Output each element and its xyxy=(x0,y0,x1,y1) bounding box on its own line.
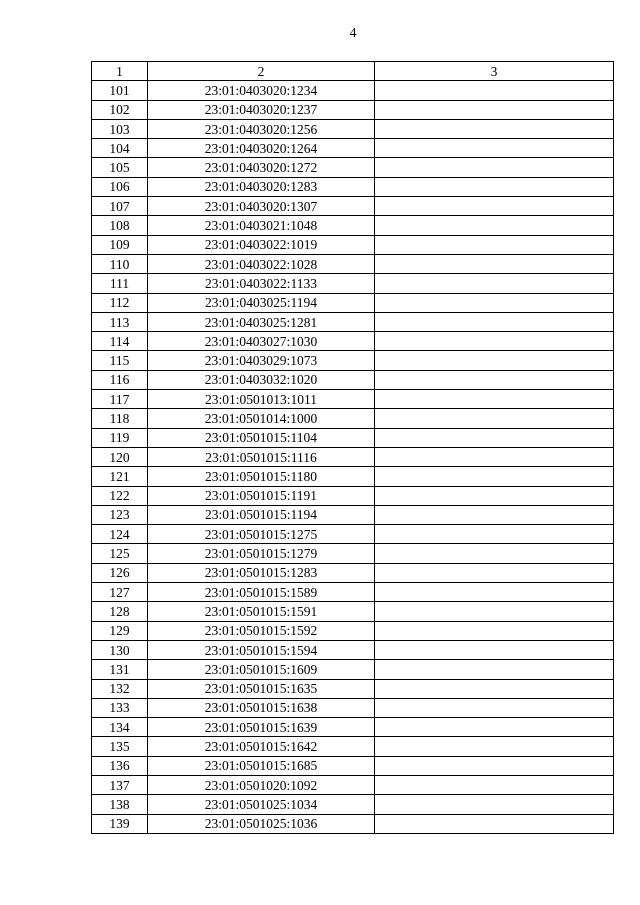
table-row xyxy=(92,81,614,100)
row-number-cell: 121 xyxy=(92,467,148,486)
column-3-cell xyxy=(375,428,614,447)
table-row xyxy=(92,177,614,196)
table-header-row xyxy=(92,62,614,81)
cadastral-number-cell: 23:01:0501015:1638 xyxy=(148,698,375,717)
row-number-cell: 116 xyxy=(92,370,148,389)
row-number-cell: 136 xyxy=(92,756,148,775)
column-3-cell xyxy=(375,679,614,698)
column-header-1: 1 xyxy=(92,62,148,81)
column-3-cell xyxy=(375,177,614,196)
column-header-3: 3 xyxy=(375,62,614,81)
cadastral-number-cell: 23:01:0501015:1191 xyxy=(148,486,375,505)
table-row xyxy=(92,583,614,602)
row-number-cell: 104 xyxy=(92,139,148,158)
table-body xyxy=(92,62,614,834)
column-3-cell xyxy=(375,370,614,389)
column-3-cell xyxy=(375,544,614,563)
cadastral-number-cell: 23:01:0403025:1281 xyxy=(148,312,375,331)
row-number-cell: 102 xyxy=(92,100,148,119)
cadastral-number-cell: 23:01:0501015:1594 xyxy=(148,640,375,659)
row-number-cell: 130 xyxy=(92,640,148,659)
column-3-cell xyxy=(375,235,614,254)
row-number-cell: 129 xyxy=(92,621,148,640)
cadastral-number-cell: 23:01:0501015:1609 xyxy=(148,660,375,679)
row-number-cell: 128 xyxy=(92,602,148,621)
page-number: 4 xyxy=(349,26,357,41)
table-row xyxy=(92,621,614,640)
table-row xyxy=(92,216,614,235)
row-number-cell: 112 xyxy=(92,293,148,312)
table-row xyxy=(92,370,614,389)
row-number-cell: 122 xyxy=(92,486,148,505)
cadastral-number-cell: 23:01:0501015:1592 xyxy=(148,621,375,640)
column-3-cell xyxy=(375,100,614,119)
column-3-cell xyxy=(375,505,614,524)
cadastral-number-cell: 23:01:0403020:1264 xyxy=(148,139,375,158)
cadastral-number-cell: 23:01:0403020:1256 xyxy=(148,119,375,138)
row-number-cell: 118 xyxy=(92,409,148,428)
row-number-cell: 111 xyxy=(92,274,148,293)
column-3-cell xyxy=(375,795,614,814)
row-number-cell: 108 xyxy=(92,216,148,235)
cadastral-number-cell: 23:01:0501015:1104 xyxy=(148,428,375,447)
row-number-cell: 115 xyxy=(92,351,148,370)
table-row xyxy=(92,737,614,756)
cadastral-number-cell: 23:01:0403029:1073 xyxy=(148,351,375,370)
table-row xyxy=(92,274,614,293)
cadastral-number-cell: 23:01:0403032:1020 xyxy=(148,370,375,389)
cadastral-number-cell: 23:01:0403022:1133 xyxy=(148,274,375,293)
cadastral-number-cell: 23:01:0501015:1639 xyxy=(148,718,375,737)
cadastral-number-cell: 23:01:0501013:1011 xyxy=(148,390,375,409)
cadastral-number-cell: 23:01:0403020:1237 xyxy=(148,100,375,119)
row-number-cell: 114 xyxy=(92,332,148,351)
cadastral-number-cell: 23:01:0501015:1194 xyxy=(148,505,375,524)
table-row xyxy=(92,351,614,370)
table-row xyxy=(92,158,614,177)
column-3-cell xyxy=(375,119,614,138)
table-row xyxy=(92,795,614,814)
column-3-cell xyxy=(375,216,614,235)
cadastral-number-cell: 23:01:0403022:1019 xyxy=(148,235,375,254)
table-row xyxy=(92,544,614,563)
cadastral-number-cell: 23:01:0501014:1000 xyxy=(148,409,375,428)
row-number-cell: 123 xyxy=(92,505,148,524)
cadastral-number-cell: 23:01:0501015:1279 xyxy=(148,544,375,563)
cadastral-number-cell: 23:01:0501015:1180 xyxy=(148,467,375,486)
column-3-cell xyxy=(375,814,614,833)
cadastral-number-cell: 23:01:0403027:1030 xyxy=(148,332,375,351)
column-3-cell xyxy=(375,737,614,756)
cadastral-number-cell: 23:01:0501015:1685 xyxy=(148,756,375,775)
table-row xyxy=(92,235,614,254)
cadastral-number-cell: 23:01:0403020:1283 xyxy=(148,177,375,196)
column-3-cell xyxy=(375,293,614,312)
table-row xyxy=(92,119,614,138)
row-number-cell: 107 xyxy=(92,197,148,216)
cadastral-number-cell: 23:01:0501015:1283 xyxy=(148,563,375,582)
column-3-cell xyxy=(375,390,614,409)
column-3-cell xyxy=(375,621,614,640)
column-3-cell xyxy=(375,698,614,717)
table-row xyxy=(92,660,614,679)
row-number-cell: 117 xyxy=(92,390,148,409)
table-row xyxy=(92,525,614,544)
column-3-cell xyxy=(375,775,614,794)
column-3-cell xyxy=(375,563,614,582)
row-number-cell: 139 xyxy=(92,814,148,833)
column-3-cell xyxy=(375,756,614,775)
row-number-cell: 101 xyxy=(92,81,148,100)
column-3-cell xyxy=(375,351,614,370)
row-number-cell: 103 xyxy=(92,119,148,138)
row-number-cell: 124 xyxy=(92,525,148,544)
column-3-cell xyxy=(375,525,614,544)
cadastral-number-cell: 23:01:0403022:1028 xyxy=(148,254,375,273)
row-number-cell: 120 xyxy=(92,447,148,466)
cadastral-number-cell: 23:01:0403021:1048 xyxy=(148,216,375,235)
row-number-cell: 113 xyxy=(92,312,148,331)
cadastral-number-cell: 23:01:0501025:1034 xyxy=(148,795,375,814)
table-row xyxy=(92,698,614,717)
column-3-cell xyxy=(375,254,614,273)
table-row xyxy=(92,312,614,331)
column-3-cell xyxy=(375,409,614,428)
table-row xyxy=(92,467,614,486)
column-header-2: 2 xyxy=(148,62,375,81)
cadastral-number-cell: 23:01:0501015:1642 xyxy=(148,737,375,756)
table-row xyxy=(92,197,614,216)
column-3-cell xyxy=(375,312,614,331)
column-3-cell xyxy=(375,718,614,737)
row-number-cell: 131 xyxy=(92,660,148,679)
column-3-cell xyxy=(375,486,614,505)
column-3-cell xyxy=(375,332,614,351)
row-number-cell: 134 xyxy=(92,718,148,737)
cadastral-number-cell: 23:01:0501025:1036 xyxy=(148,814,375,833)
row-number-cell: 105 xyxy=(92,158,148,177)
table-row xyxy=(92,756,614,775)
row-number-cell: 137 xyxy=(92,775,148,794)
column-3-cell xyxy=(375,274,614,293)
cadastral-number-cell: 23:01:0501020:1092 xyxy=(148,775,375,794)
cadastral-number-cell: 23:01:0501015:1591 xyxy=(148,602,375,621)
row-number-cell: 132 xyxy=(92,679,148,698)
cadastral-number-cell: 23:01:0403025:1194 xyxy=(148,293,375,312)
table-row xyxy=(92,718,614,737)
table-row xyxy=(92,775,614,794)
table-row xyxy=(92,293,614,312)
table-row xyxy=(92,486,614,505)
table-row xyxy=(92,139,614,158)
cadastral-number-cell: 23:01:0403020:1234 xyxy=(148,81,375,100)
column-3-cell xyxy=(375,660,614,679)
column-3-cell xyxy=(375,139,614,158)
cadastral-number-cell: 23:01:0501015:1275 xyxy=(148,525,375,544)
cadastral-number-cell: 23:01:0501015:1589 xyxy=(148,583,375,602)
table-row xyxy=(92,409,614,428)
cadastral-number-cell: 23:01:0501015:1635 xyxy=(148,679,375,698)
table-row xyxy=(92,332,614,351)
column-3-cell xyxy=(375,640,614,659)
table-row xyxy=(92,447,614,466)
table-row xyxy=(92,679,614,698)
column-3-cell xyxy=(375,158,614,177)
row-number-cell: 135 xyxy=(92,737,148,756)
column-3-cell xyxy=(375,81,614,100)
cadastral-numbers-table xyxy=(91,61,614,834)
row-number-cell: 110 xyxy=(92,254,148,273)
column-3-cell xyxy=(375,467,614,486)
column-3-cell xyxy=(375,583,614,602)
table-row xyxy=(92,563,614,582)
row-number-cell: 126 xyxy=(92,563,148,582)
row-number-cell: 109 xyxy=(92,235,148,254)
column-3-cell xyxy=(375,602,614,621)
row-number-cell: 138 xyxy=(92,795,148,814)
table-row xyxy=(92,602,614,621)
table-row xyxy=(92,254,614,273)
table-row xyxy=(92,640,614,659)
table-row xyxy=(92,428,614,447)
cadastral-number-cell: 23:01:0403020:1307 xyxy=(148,197,375,216)
cadastral-number-cell: 23:01:0501015:1116 xyxy=(148,447,375,466)
row-number-cell: 106 xyxy=(92,177,148,196)
table-row xyxy=(92,814,614,833)
column-3-cell xyxy=(375,197,614,216)
row-number-cell: 119 xyxy=(92,428,148,447)
table-row xyxy=(92,390,614,409)
table-row xyxy=(92,505,614,524)
cadastral-number-cell: 23:01:0403020:1272 xyxy=(148,158,375,177)
row-number-cell: 127 xyxy=(92,583,148,602)
row-number-cell: 133 xyxy=(92,698,148,717)
row-number-cell: 125 xyxy=(92,544,148,563)
column-3-cell xyxy=(375,447,614,466)
table-row xyxy=(92,100,614,119)
